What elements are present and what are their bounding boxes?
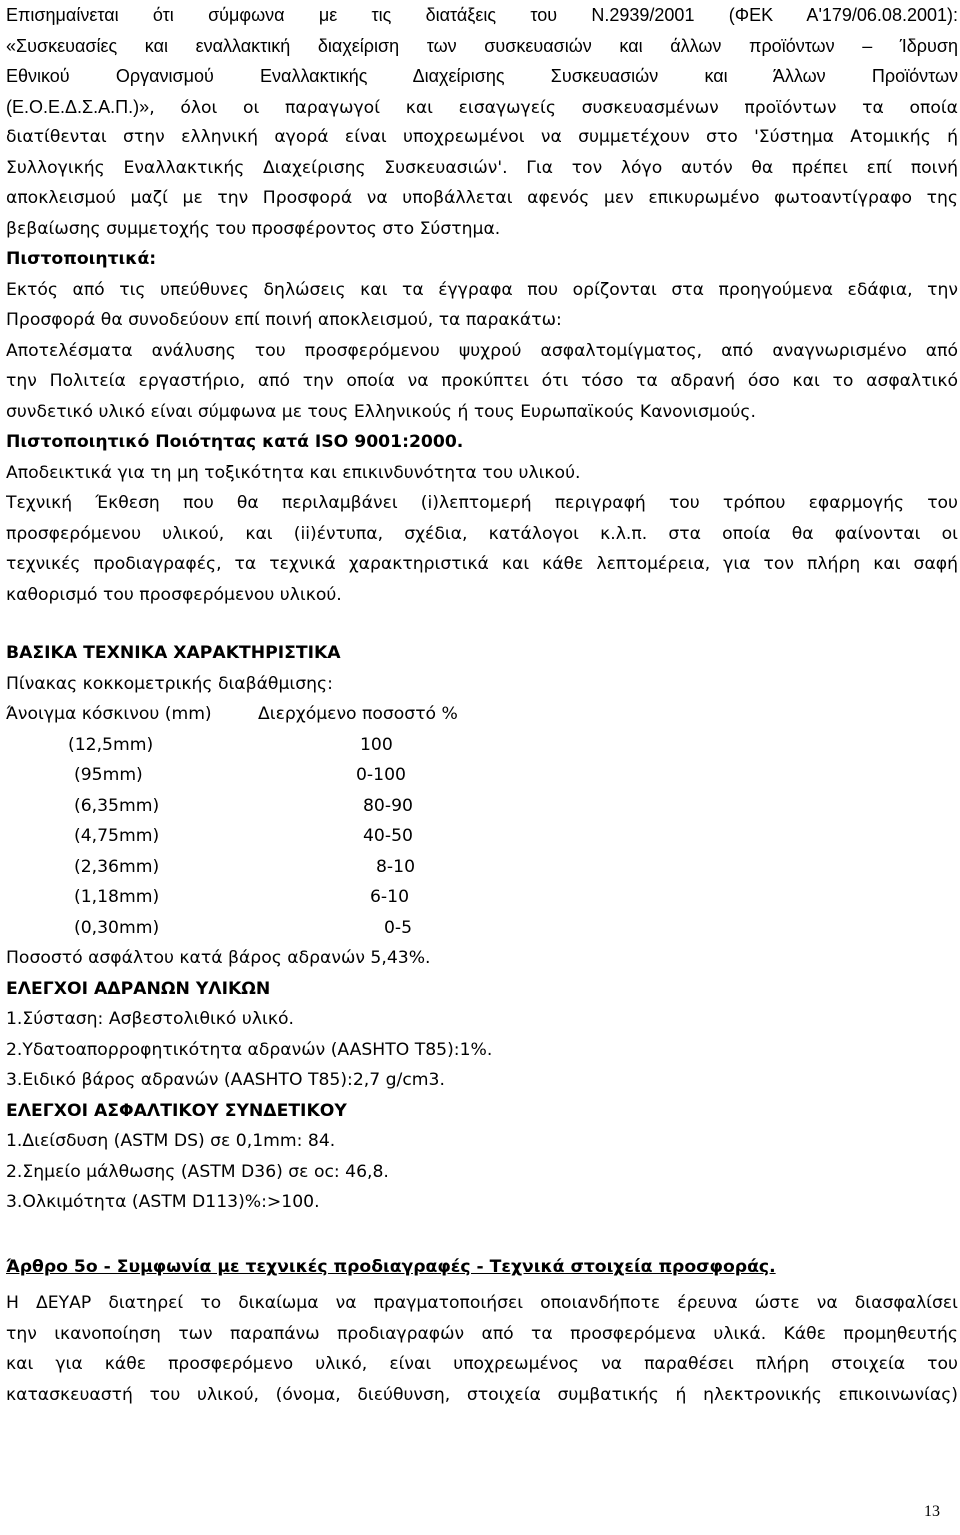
spacer [6, 610, 958, 638]
aggregates-heading: ΕΛΕΓΧΟΙ ΑΔΡΑΝΩΝ ΥΛΙΚΩΝ [6, 978, 271, 999]
article-line: και για κάθε προσφερόμενο υλικό, είναι υποχρεωμένος να παραθέσει πλήρη στοιχεία του [6, 1354, 958, 1374]
article-line: την ικανοποίηση των παραπάνω προδιαγραφών από τα προσφερόμενα υλικά. Κάθε προμηθευτής [6, 1323, 958, 1344]
binder-item: 1.Διείσδυση (ASTM DS) σε 0,1mm: 84. [6, 1131, 336, 1151]
table-row [6, 913, 958, 944]
table-row [6, 791, 958, 822]
intro-line: αποκλεισμού μαζί με την Προσφορά να υποβάλλεται αφενός μεν επικυρωμένο φωτοαντίγραφο της [6, 188, 958, 208]
grading-table-header [6, 699, 958, 730]
intro-line: Εθνικού Οργανισμού Εναλλακτικής Διαχείρισης Συσκευασιών και Άλλων Προϊόντων [6, 66, 958, 86]
intro-line: Συλλογικής Εναλλακτικής Διαχείρισης Συσκευασιών'. Για τον λόγο αυτόν θα πρέπει επί ποινή [6, 157, 958, 178]
certificates-line: προσφερόμενου υλικού, και (ii)έντυπα, σχέδια, κατάλογοι κ.λ.π. στα οποία θα φαίνονται οι [6, 523, 958, 544]
binder-heading: ΕΛΕΓΧΟΙ ΑΣΦΑΛΤΙΚΟΥ ΣΥΝΔΕΤΙΚΟΥ [6, 1100, 347, 1121]
passing-column-header: Διερχόμενο ποσοστό % [258, 704, 458, 724]
binder-item: 2.Σημείο μάλθωσης (ASTM D36) σε oc: 46,8. [6, 1161, 389, 1182]
page-number: 13 [924, 1503, 940, 1520]
intro-continuation: , όλοι οι παραγωγοί και εισαγωγείς συσκευασμένων προϊόντων τα οποία [149, 97, 958, 118]
sieve-column-header: Άνοιγμα κόσκινου (mm) [6, 704, 212, 724]
passing-percent: 0-100 [356, 765, 406, 785]
table-row [6, 821, 958, 852]
asphalt-percent: Ποσοστό ασφάλτου κατά βάρος αδρανών 5,43%. [6, 948, 431, 968]
sieve-size: (12,5mm) [68, 734, 154, 755]
article-line: κατασκευαστή του υλικού, (όνομα, διεύθυνση, στοιχεία συμβατικής ή ηλεκτρονικής επικοινωνίας) [6, 1384, 958, 1405]
grading-table-title: Πίνακας κοκκομετρικής διαβάθμισης: [6, 673, 333, 694]
passing-percent: 0-5 [384, 917, 413, 938]
passing-percent: 80-90 [363, 795, 413, 816]
spacer [6, 1218, 958, 1252]
certificates-line: συνδετικό υλικό είναι σύμφωνα με τους Ελληνικούς ή τους Ευρωπαϊκούς Κανονισμούς. [6, 401, 756, 422]
sieve-size: (6,35mm) [74, 795, 160, 816]
article-heading: Άρθρο 5ο - Συμφωνία με τεχνικές προδιαγραφές - Τεχνικά στοιχεία προσφοράς. [6, 1256, 776, 1277]
sieve-size: (0,30mm) [74, 917, 160, 938]
intro-line: «Συσκευασίες και εναλλακτική διαχείριση των συσκευασιών και άλλων προϊόντων – Ίδρυση [6, 35, 958, 56]
law-acronym: (Ε.Ο.Ε.Δ.Σ.Α.Π.)» [6, 96, 150, 117]
passing-percent: 40-50 [363, 826, 413, 846]
sieve-size: (2,36mm) [74, 856, 160, 877]
aggregate-item: 3.Ειδικό βάρος αδρανών (AASHTO T85):2,7 g/cm3. [6, 1070, 445, 1090]
certificates-line: Εκτός από τις υπεύθυνες δηλώσεις και τα έγγραφα που ορίζονται στα προηγούμενα εδάφια, την [6, 279, 958, 300]
certificates-line: Προσφορά θα συνοδεύουν επί ποινή αποκλεισμού, τα παρακάτω: [6, 310, 562, 330]
table-row [6, 852, 958, 883]
sieve-size: (95mm) [74, 765, 143, 785]
certificates-line: Τεχνική Έκθεση που θα περιλαμβάνει (i)λεπτομερή περιγραφή του τρόπου εφαρμογής του [6, 493, 958, 513]
passing-percent: 6-10 [370, 887, 410, 907]
certificates-line: Αποδεικτικά για τη μη τοξικότητα και επικινδυνότητα του υλικού. [6, 462, 581, 483]
aggregate-item: 1.Σύσταση: Ασβεστολιθικό υλικό. [6, 1009, 294, 1029]
technical-heading: ΒΑΣΙΚΑ ΤΕΧΝΙΚΑ ΧΑΡΑΚΤΗΡΙΣΤΙΚΑ [6, 643, 341, 663]
iso-certificate: Πιστοποιητικό Ποιότητας κατά ISO 9001:2000. [6, 432, 464, 452]
table-row [6, 882, 958, 913]
table-row [6, 730, 958, 761]
certificates-line: Αποτελέσματα ανάλυσης του προσφερόμενου ψυχρού ασφαλτομίγματος, από αναγνωρισμένο από [6, 340, 958, 361]
certificates-heading: Πιστοποιητικά: [6, 249, 157, 269]
sieve-size: (4,75mm) [74, 826, 160, 846]
certificates-line: καθορισμό του προσφερόμενου υλικού. [6, 584, 342, 605]
intro-line-mixed [6, 92, 958, 123]
passing-percent: 100 [360, 734, 393, 755]
table-row [6, 760, 958, 791]
grading-table [6, 699, 958, 943]
intro-line: διατίθενται στην ελληνική αγορά είναι υποχρεωμένοι να συμμετέχουν στο 'Σύστημα Ατομικής ή [6, 127, 958, 147]
certificates-line: την Πολιτεία εργαστήριο, από την οποία να προκύπτει ότι τόσο τα αδρανή όσο και το ασφαλτικό [6, 371, 958, 391]
passing-percent: 8-10 [376, 856, 416, 877]
document-body [6, 0, 958, 1410]
aggregate-item: 2.Υδατοαπορροφητικότητα αδρανών (AASHTO T85):1%. [6, 1039, 493, 1060]
intro-line: βεβαίωσης συμμετοχής του προσφέροντος στο Σύστημα. [6, 218, 501, 239]
certificates-line: τεχνικές προδιαγραφές, τα τεχνικά χαρακτηριστικά και κάθε λεπτομέρεια, για τον πλήρη και σαφή [6, 554, 958, 574]
sieve-size: (1,18mm) [74, 887, 160, 907]
binder-item: 3.Ολκιμότητα (ASTM D113)%:>100. [6, 1192, 320, 1212]
intro-line: Επισημαίνεται ότι σύμφωνα με τις διατάξεις του Ν.2939/2001 (ΦΕΚ Α'179/06.08.2001): [6, 5, 958, 25]
article-line: Η ΔΕΥΑΡ διατηρεί το δικαίωμα να πραγματοποιήσει οποιανδήποτε έρευνα ώστε να διασφαλίσει [6, 1293, 958, 1313]
